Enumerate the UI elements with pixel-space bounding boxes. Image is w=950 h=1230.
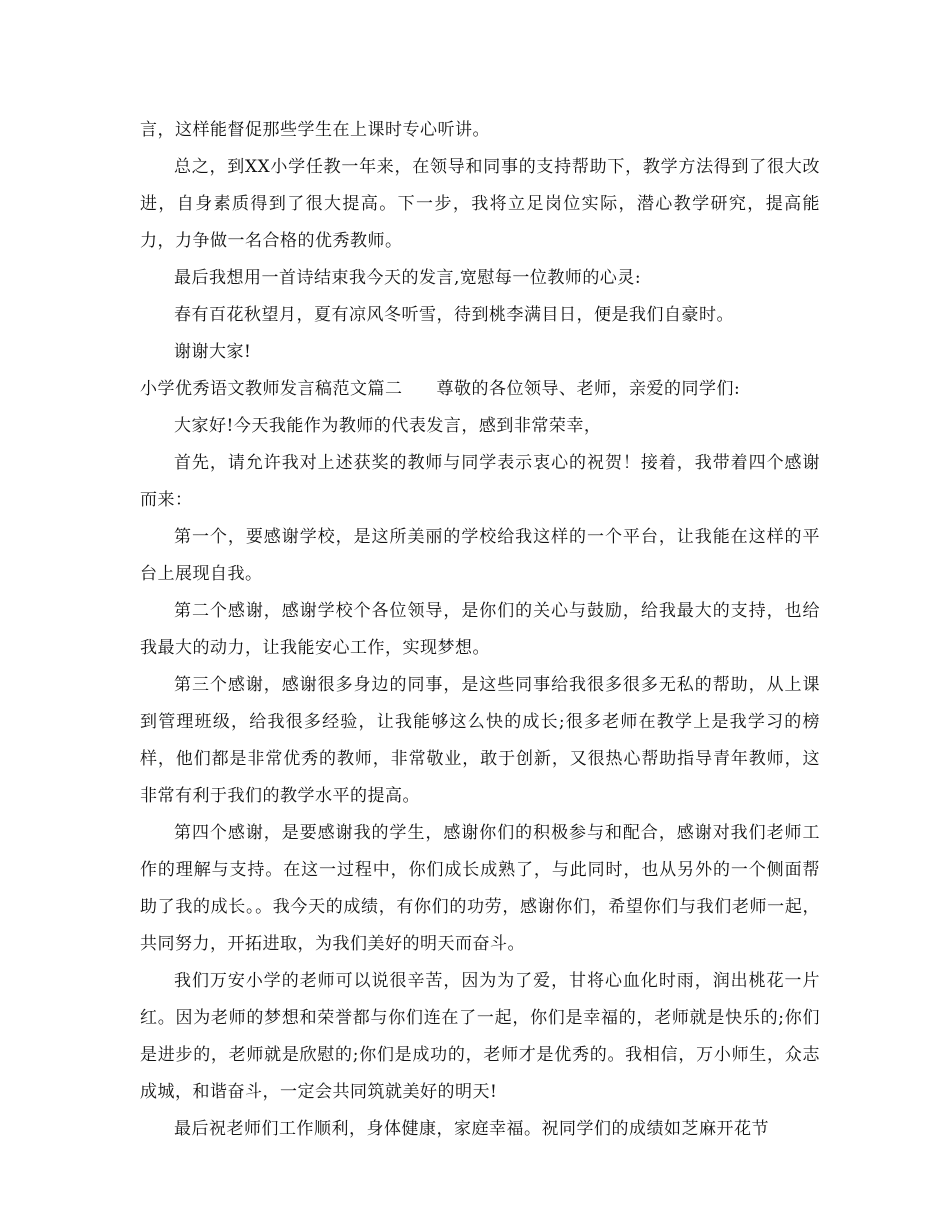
paragraph: 谢谢大家! (174, 342, 252, 362)
paragraph: 首先，请允许我对上述获奖的教师与同学表示衷心的祝贺！接着，我带着四个感谢而来： (140, 453, 820, 510)
paragraph: 第三个感谢，感谢很多身边的同事，是这些同事给我很多很多无私的帮助，从上课到管理班级，给我很多经验，让我能够这么快的成长;很多老师在教学上是我学习的榜样，他们都是非常优秀的教师，非常敬业，敢于创新，又很热心帮助指导青年教师，这非常有利于我们的教学水平的提高。 (140, 675, 820, 806)
paragraph: 言，这样能督促那些学生在上课时专心听讲。 (140, 120, 490, 140)
paragraph: 最后我想用一首诗结束我今天的发言,宽慰每一位教师的心灵: (174, 268, 642, 288)
document-body (140, 112, 820, 1148)
section-heading-line (140, 371, 820, 408)
paragraph: 我们万安小学的老师可以说很辛苦，因为为了爱，甘将心血化时雨，润出桃花一片红。因为老师的梦想和荣誉都与你们连在了一起，你们是幸福的，老师就是快乐的;你们是进步的，老师就是欣慰的;你们是成功的，老师才是优秀的。我相信，万小师生，众志成城，和谐奋斗，一定会共同筑就美好的明天! (140, 971, 820, 1102)
paragraph: 第一个，要感谢学校，是这所美丽的学校给我这样的一个平台，让我能在这样的平台上展现自我。 (140, 527, 820, 584)
paragraph: 第二个感谢，感谢学校个各位领导，是你们的关心与鼓励，给我最大的支持，也给我最大的动力，让我能安心工作，实现梦想。 (140, 601, 820, 658)
paragraph: 春有百花秋望月，夏有凉风冬听雪，待到桃李满目日，便是我们自豪时。 (174, 305, 734, 325)
paragraph: 大家好!今天我能作为教师的代表发言，感到非常荣幸， (174, 416, 602, 436)
salutation: 尊敬的各位领导、老师，亲爱的同学们: (436, 379, 741, 399)
paragraph: 第四个感谢，是要感谢我的学生，感谢你们的积极参与和配合，感谢对我们老师工作的理解与支持。在这一过程中，你们成长成熟了，与此同时，也从另外的一个侧面帮助了我的成长。。我今天的成绩，有你们的功劳，感谢你们，希望你们与我们老师一起，共同努力，开拓进取，为我们美好的明天而奋斗。 (140, 823, 820, 954)
paragraph: 总之，到XX小学任教一年来，在领导和同事的支持帮助下，教学方法得到了很大改进，自身素质得到了很大提高。下一步，我将立足岗位实际，潜心教学研究，提高能力，力争做一名合格的优秀教师。 (140, 157, 820, 251)
section-title: 小学优秀语文教师发言稿范文篇二 (140, 379, 403, 399)
paragraph: 最后祝老师们工作顺利，身体健康，家庭幸福。祝同学们的成绩如芝麻开花节 (174, 1119, 769, 1139)
